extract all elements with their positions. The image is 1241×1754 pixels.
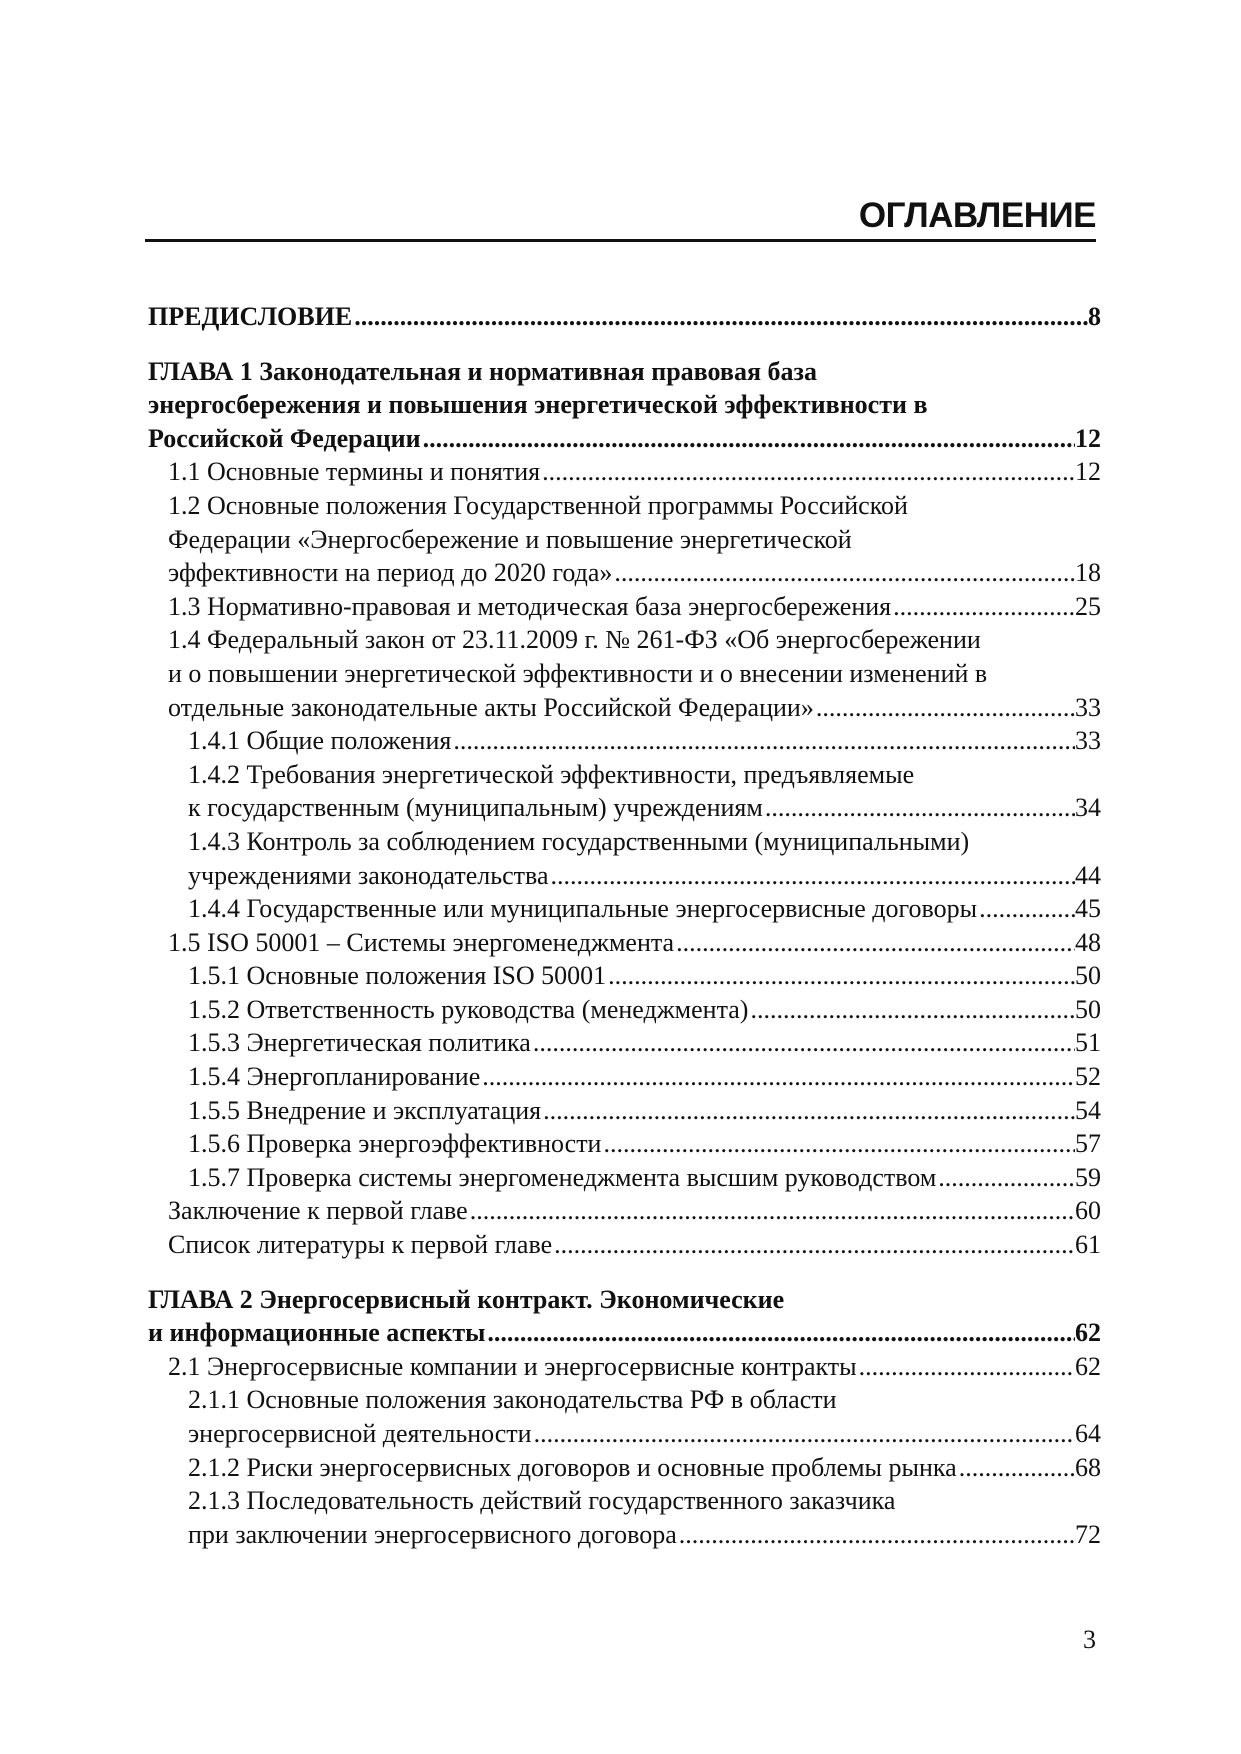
dot-leader: [748, 993, 1075, 1027]
toc-page-number: 34: [1075, 793, 1101, 823]
dot-leader: [468, 1194, 1075, 1228]
toc-entry[interactable]: [168, 1228, 1101, 1262]
toc-entry-line: энергосбережения и повышения энергетической эффективности в: [148, 390, 928, 420]
toc-entry[interactable]: [188, 1060, 1101, 1094]
toc-entry-last-line: [188, 791, 1101, 825]
toc-entry[interactable]: [188, 1026, 1101, 1060]
toc-page-number: 60: [1075, 1196, 1101, 1226]
toc-page-number: 54: [1075, 1095, 1101, 1125]
toc-entry-last-line: [168, 1194, 1101, 1228]
toc-entry-title: 1.5.4 Энергопланирование: [188, 1062, 481, 1092]
toc-entry-title: 1.5.7 Проверка системы энергоменеджмента высшим руководством: [188, 1162, 937, 1192]
toc-entry-title: 1.3 Нормативно-правовая и методическая база энергосбережения: [168, 591, 892, 621]
toc-entry-title: Список литературы к первой главе: [168, 1230, 553, 1260]
toc-entry-last-line: [188, 1094, 1101, 1128]
toc-entry-title: учреждениями законодательства: [188, 860, 549, 890]
dot-leader: [677, 1518, 1075, 1552]
dot-leader: [532, 1417, 1075, 1451]
toc-entry-title: при заключении энергосервисного договора: [188, 1519, 677, 1549]
toc-entry-last-line: [188, 1127, 1101, 1161]
toc-entry-last-line: [168, 926, 1101, 960]
dot-leader: [814, 691, 1075, 725]
dot-leader: [421, 422, 1075, 456]
toc-entry[interactable]: [168, 1194, 1101, 1228]
toc-entry-title: Заключение к первой главе: [168, 1196, 468, 1226]
toc-entry[interactable]: [188, 1451, 1101, 1485]
toc-entry-last-line: [168, 1350, 1101, 1384]
toc-entry[interactable]: [188, 724, 1101, 758]
toc-entry-last-line: [188, 859, 1101, 893]
dot-leader: [936, 1161, 1075, 1195]
toc-entry-line: 1.4.3 Контроль за соблюдением государственными (муниципальными): [188, 826, 970, 856]
toc-entry-line: 2.1.1 Основные положения законодательства РФ в области: [188, 1385, 837, 1415]
toc-entry-last-line: [188, 1026, 1101, 1060]
dot-leader: [531, 1026, 1075, 1060]
dot-leader: [552, 1228, 1075, 1262]
toc-page-number: 50: [1075, 994, 1101, 1024]
toc-entry-last-line: [148, 300, 1101, 334]
toc-entry-title: 1.5.2 Ответственность руководства (менеджмента): [188, 994, 749, 1024]
dot-leader: [606, 959, 1075, 993]
dot-leader: [485, 1316, 1075, 1350]
toc-entry-line: Федерации «Энергосбережение и повышение энергетической: [168, 524, 852, 554]
toc-page-number: 33: [1075, 692, 1101, 722]
toc-page-number: 61: [1075, 1230, 1101, 1260]
toc-page-number: 68: [1075, 1452, 1101, 1482]
dot-leader: [451, 724, 1075, 758]
toc-entry[interactable]: [188, 758, 1101, 825]
toc-entry-title: 1.5 ISO 50001 – Системы энергоменеджмента: [168, 927, 675, 957]
toc-entry[interactable]: [188, 959, 1101, 993]
toc-entry-title: эффективности на период до 2020 года»: [168, 558, 613, 588]
toc-entry-title: 2.1 Энергосервисные компании и энергосервисные контракты: [168, 1351, 857, 1381]
toc-page-number: 62: [1075, 1318, 1101, 1348]
toc-entry[interactable]: [188, 1484, 1101, 1551]
toc-entry-title: Российской Федерации: [148, 423, 421, 453]
dot-leader: [957, 1451, 1075, 1485]
toc-entry-last-line: [188, 1417, 1101, 1451]
toc-entry-title: 2.1.2 Риски энергосервисных договоров и основные проблемы рынка: [188, 1452, 957, 1482]
toc-entry[interactable]: [168, 455, 1101, 489]
toc-entry-last-line: [188, 892, 1101, 926]
toc-page-number: 51: [1075, 1028, 1101, 1058]
toc-page-number: 12: [1075, 457, 1101, 487]
toc-page-number: 8: [1088, 302, 1101, 331]
toc-entry-line: ГЛАВА 2 Энергосервисный контракт. Экономические: [148, 1284, 785, 1314]
page-number: 3: [1083, 1625, 1096, 1654]
dot-leader: [352, 300, 1088, 334]
toc-entry-line: 1.4 Федеральный закон от 23.11.2009 г. № 261-ФЗ «Об энергосбережении: [168, 625, 981, 655]
toc-page-number: 62: [1075, 1351, 1101, 1381]
dot-leader: [977, 892, 1075, 926]
toc-chapter-entry[interactable]: [148, 1283, 1101, 1350]
toc-entry[interactable]: [188, 1161, 1101, 1195]
toc-entry-last-line: [168, 590, 1101, 624]
toc-page-number: 33: [1075, 726, 1101, 756]
toc-entry-last-line: [168, 1228, 1101, 1262]
dot-leader: [540, 455, 1075, 489]
toc-entry-title: 1.1 Основные термины и понятия: [168, 457, 541, 487]
toc-entry-title: 1.4.1 Общие положения: [188, 726, 452, 756]
toc-entry-line: 1.2 Основные положения Государственной программы Российской: [168, 490, 908, 520]
toc-entry[interactable]: [168, 590, 1101, 624]
toc-page-number: 48: [1075, 927, 1101, 957]
toc-chapter-entry[interactable]: [148, 355, 1101, 456]
toc-entry-last-line: [188, 724, 1101, 758]
toc-entry-last-line: [188, 1451, 1101, 1485]
toc-entry[interactable]: [168, 489, 1101, 590]
toc-page-number: 25: [1075, 591, 1101, 621]
toc-page-number: 50: [1075, 961, 1101, 991]
toc-entry-last-line: [188, 1161, 1101, 1195]
toc-entry-line: 2.1.3 Последовательность действий государственного заказчика: [188, 1486, 896, 1516]
toc-entry-title: 1.4.4 Государственные или муниципальные энергосервисные договоры: [188, 894, 978, 924]
toc-entry-last-line: [188, 1060, 1101, 1094]
title-underline: [145, 239, 1096, 242]
toc-entry[interactable]: [188, 892, 1101, 926]
dot-leader: [763, 791, 1075, 825]
toc-entry-last-line: [168, 691, 1101, 725]
toc-entry[interactable]: [188, 1127, 1101, 1161]
toc-entry-title: 1.5.1 Основные положения ISO 50001: [188, 961, 607, 991]
dot-leader: [674, 926, 1075, 960]
toc-entry-title: к государственным (муниципальным) учреждениям: [188, 793, 763, 823]
toc-entry-title: отдельные законодательные акты Российской Федерации»: [168, 692, 814, 722]
toc-page-number: 59: [1075, 1162, 1101, 1192]
toc-page-number: 18: [1075, 558, 1101, 588]
toc-entry-title: 1.5.3 Энергетическая политика: [188, 1028, 531, 1058]
dot-leader: [480, 1060, 1075, 1094]
dot-leader: [612, 556, 1075, 590]
toc-entry-last-line: [148, 422, 1101, 456]
toc-entry-line: и о повышении энергетической эффективности и о внесении изменений в: [168, 658, 988, 688]
dot-leader: [601, 1127, 1075, 1161]
toc-entry-last-line: [148, 1316, 1101, 1350]
toc-entry-title: 1.5.5 Внедрение и эксплуатация: [188, 1095, 542, 1125]
toc-entry-last-line: [168, 455, 1101, 489]
toc-page-number: 45: [1075, 894, 1101, 924]
toc-page-number: 44: [1075, 860, 1101, 890]
toc-entry-last-line: [188, 993, 1101, 1027]
toc-entry[interactable]: [168, 1350, 1101, 1384]
toc-entry-last-line: [168, 556, 1101, 590]
toc-page-number: 72: [1075, 1519, 1101, 1549]
toc-page-number: 12: [1075, 423, 1101, 453]
toc-entry-title: и информационные аспекты: [148, 1318, 486, 1348]
toc-entry-last-line: [188, 1518, 1101, 1552]
toc-entry-last-line: [188, 959, 1101, 993]
table-of-contents: [148, 300, 1148, 1551]
toc-entry-title: ПРЕДИСЛОВИЕ: [148, 302, 353, 331]
toc-chapter-entry[interactable]: [148, 300, 1101, 334]
toc-entry[interactable]: [188, 825, 1101, 892]
dot-leader: [891, 590, 1075, 624]
toc-entry[interactable]: [168, 926, 1101, 960]
toc-entry[interactable]: [188, 1094, 1101, 1128]
toc-page-number: 52: [1075, 1062, 1101, 1092]
toc-entry[interactable]: [168, 623, 1101, 724]
toc-entry[interactable]: [188, 993, 1101, 1027]
toc-entry[interactable]: [188, 1383, 1101, 1450]
toc-page-number: 57: [1075, 1129, 1101, 1159]
dot-leader: [549, 859, 1076, 893]
dot-leader: [541, 1094, 1075, 1128]
dot-leader: [857, 1350, 1075, 1384]
page-title: ОГЛАВЛЕНИЕ: [858, 196, 1096, 235]
toc-entry-line: ГЛАВА 1 Законодательная и нормативная правовая база: [148, 356, 817, 386]
toc-entry-line: 1.4.2 Требования энергетической эффективности, предъявляемые: [188, 759, 915, 789]
toc-page-number: 64: [1075, 1419, 1101, 1448]
toc-entry-title: 1.5.6 Проверка энергоэффективности: [188, 1129, 602, 1159]
toc-entry-title: энергосервисной деятельности: [188, 1419, 532, 1448]
